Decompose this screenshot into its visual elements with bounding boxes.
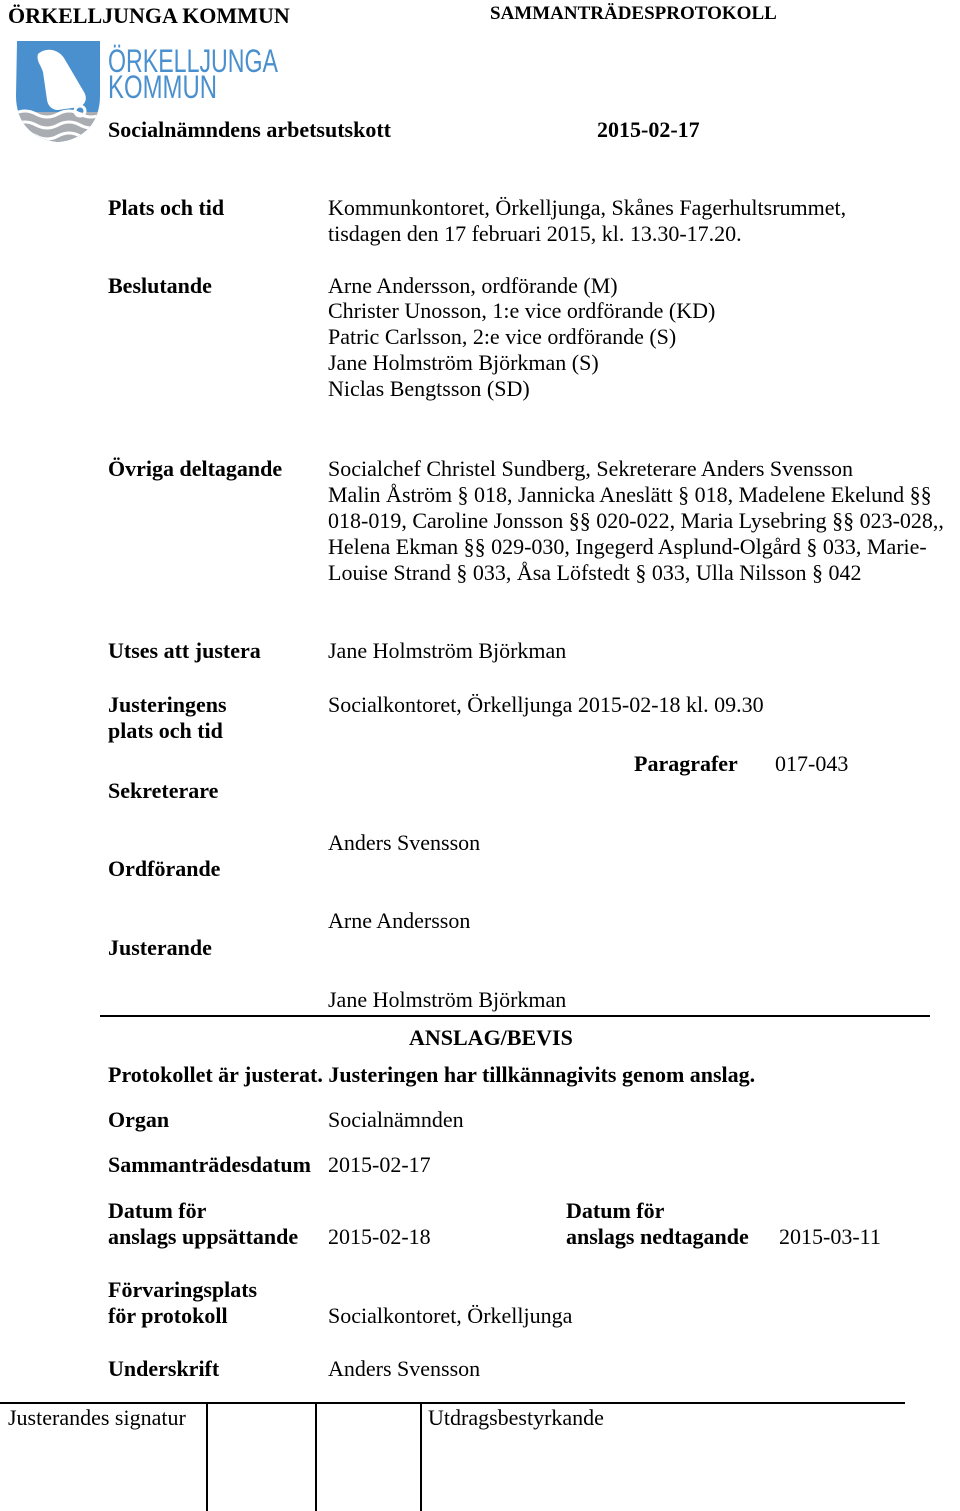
adjusters-signature-cell: Justerandes signatur <box>8 1405 186 1430</box>
removal-date-label: anslags nedtagande <box>566 1224 749 1249</box>
deciding-member: Niclas Bengtsson (SD) <box>328 376 530 401</box>
signature-value: Anders Svensson <box>328 1356 481 1381</box>
notice-title: ANSLAG/BEVIS <box>409 1025 573 1050</box>
adjustment-place-label: plats och tid <box>108 718 223 743</box>
others-line: Louise Strand § 033, Åsa Löfstedt § 033, Ulla Nilsson § 042 <box>328 560 862 585</box>
logo-line-1: ÖRKELLJUNGA <box>108 43 279 79</box>
chair-label: Ordförande <box>108 856 221 881</box>
others-line: Socialchef Christel Sundberg, Sekreterare Anders Svensson <box>328 456 854 481</box>
posting-date-value: 2015-02-18 <box>328 1224 431 1249</box>
others-line: Helena Ekman §§ 029-030, Ingegerd Asplund-Olgård § 033, Marie- <box>328 534 927 559</box>
meeting-date-label: Sammanträdesdatum <box>108 1152 311 1177</box>
notice-statement: Protokollet är justerat. Justeringen har tillkännagivits genom anslag. <box>108 1062 756 1087</box>
footer-cell-divider <box>420 1402 422 1511</box>
deciding-member: Patric Carlsson, 2:e vice ordförande (S) <box>328 324 677 349</box>
chair-name: Arne Andersson <box>328 908 471 933</box>
paragraphs-value: 017-043 <box>775 751 849 776</box>
municipality-name: ÖRKELLJUNGA KOMMUN <box>8 3 290 28</box>
secretary-label: Sekreterare <box>108 778 219 803</box>
deciding-label: Beslutande <box>108 273 212 298</box>
storage-label: Förvaringsplats <box>108 1277 258 1302</box>
logo-wordmark <box>106 40 286 104</box>
others-line: 018-019, Caroline Jonsson §§ 020-022, Maria Lysebring §§ 023-028,, <box>328 508 944 533</box>
bell-shield-emblem-icon <box>14 38 102 144</box>
removal-date-label: Datum för <box>566 1198 665 1223</box>
organ-label: Organ <box>108 1107 170 1132</box>
footer-top-border <box>0 1402 905 1404</box>
others-line: Malin Åström § 018, Jannicka Aneslätt § 018, Madelene Ekelund §§ <box>328 482 932 507</box>
posting-date-label: Datum för <box>108 1198 207 1223</box>
others-label: Övriga deltagande <box>108 456 283 481</box>
adjuster-label: Utses att justera <box>108 638 261 663</box>
document-type: SAMMANTRÄDESPROTOKOLL <box>490 3 777 24</box>
adjustment-place-value: Socialkontoret, Örkelljunga 2015-02-18 kl. 09.30 <box>328 692 764 717</box>
storage-value: Socialkontoret, Örkelljunga <box>328 1303 573 1328</box>
adjustment-place-label: Justeringens <box>108 692 227 717</box>
footer-cell-divider <box>315 1402 317 1511</box>
committee-name: Socialnämndens arbetsutskott <box>108 117 391 142</box>
signature-label: Underskrift <box>108 1356 220 1381</box>
adjuster-value: Jane Holmström Björkman <box>328 638 567 663</box>
section-divider <box>100 1015 930 1017</box>
organ-value: Socialnämnden <box>328 1107 464 1132</box>
deciding-member: Christer Unosson, 1:e vice ordförande (KD) <box>328 298 716 323</box>
removal-date-value: 2015-03-11 <box>779 1224 881 1249</box>
paragraphs-label: Paragrafer <box>634 751 738 776</box>
secretary-name: Anders Svensson <box>328 830 481 855</box>
place-time-label: Plats och tid <box>108 195 225 220</box>
storage-label: för protokoll <box>108 1303 228 1328</box>
deciding-member: Arne Andersson, ordförande (M) <box>328 273 618 298</box>
adjuster-signature-label: Justerande <box>108 935 212 960</box>
place-time-line: Kommunkontoret, Örkelljunga, Skånes Fagerhultsrummet, <box>328 195 847 220</box>
logo-line-2: KOMMUN <box>108 69 217 105</box>
meeting-date-value: 2015-02-17 <box>328 1152 431 1177</box>
deciding-member: Jane Holmström Björkman (S) <box>328 350 599 375</box>
extract-certification-cell: Utdragsbestyrkande <box>428 1405 604 1430</box>
posting-date-label: anslags uppsättande <box>108 1224 299 1249</box>
committee-date: 2015-02-17 <box>597 117 700 142</box>
place-time-line: tisdagen den 17 februari 2015, kl. 13.30-17.20. <box>328 221 742 246</box>
footer-cell-divider <box>206 1402 208 1511</box>
adjuster-signature-name: Jane Holmström Björkman <box>328 987 567 1012</box>
